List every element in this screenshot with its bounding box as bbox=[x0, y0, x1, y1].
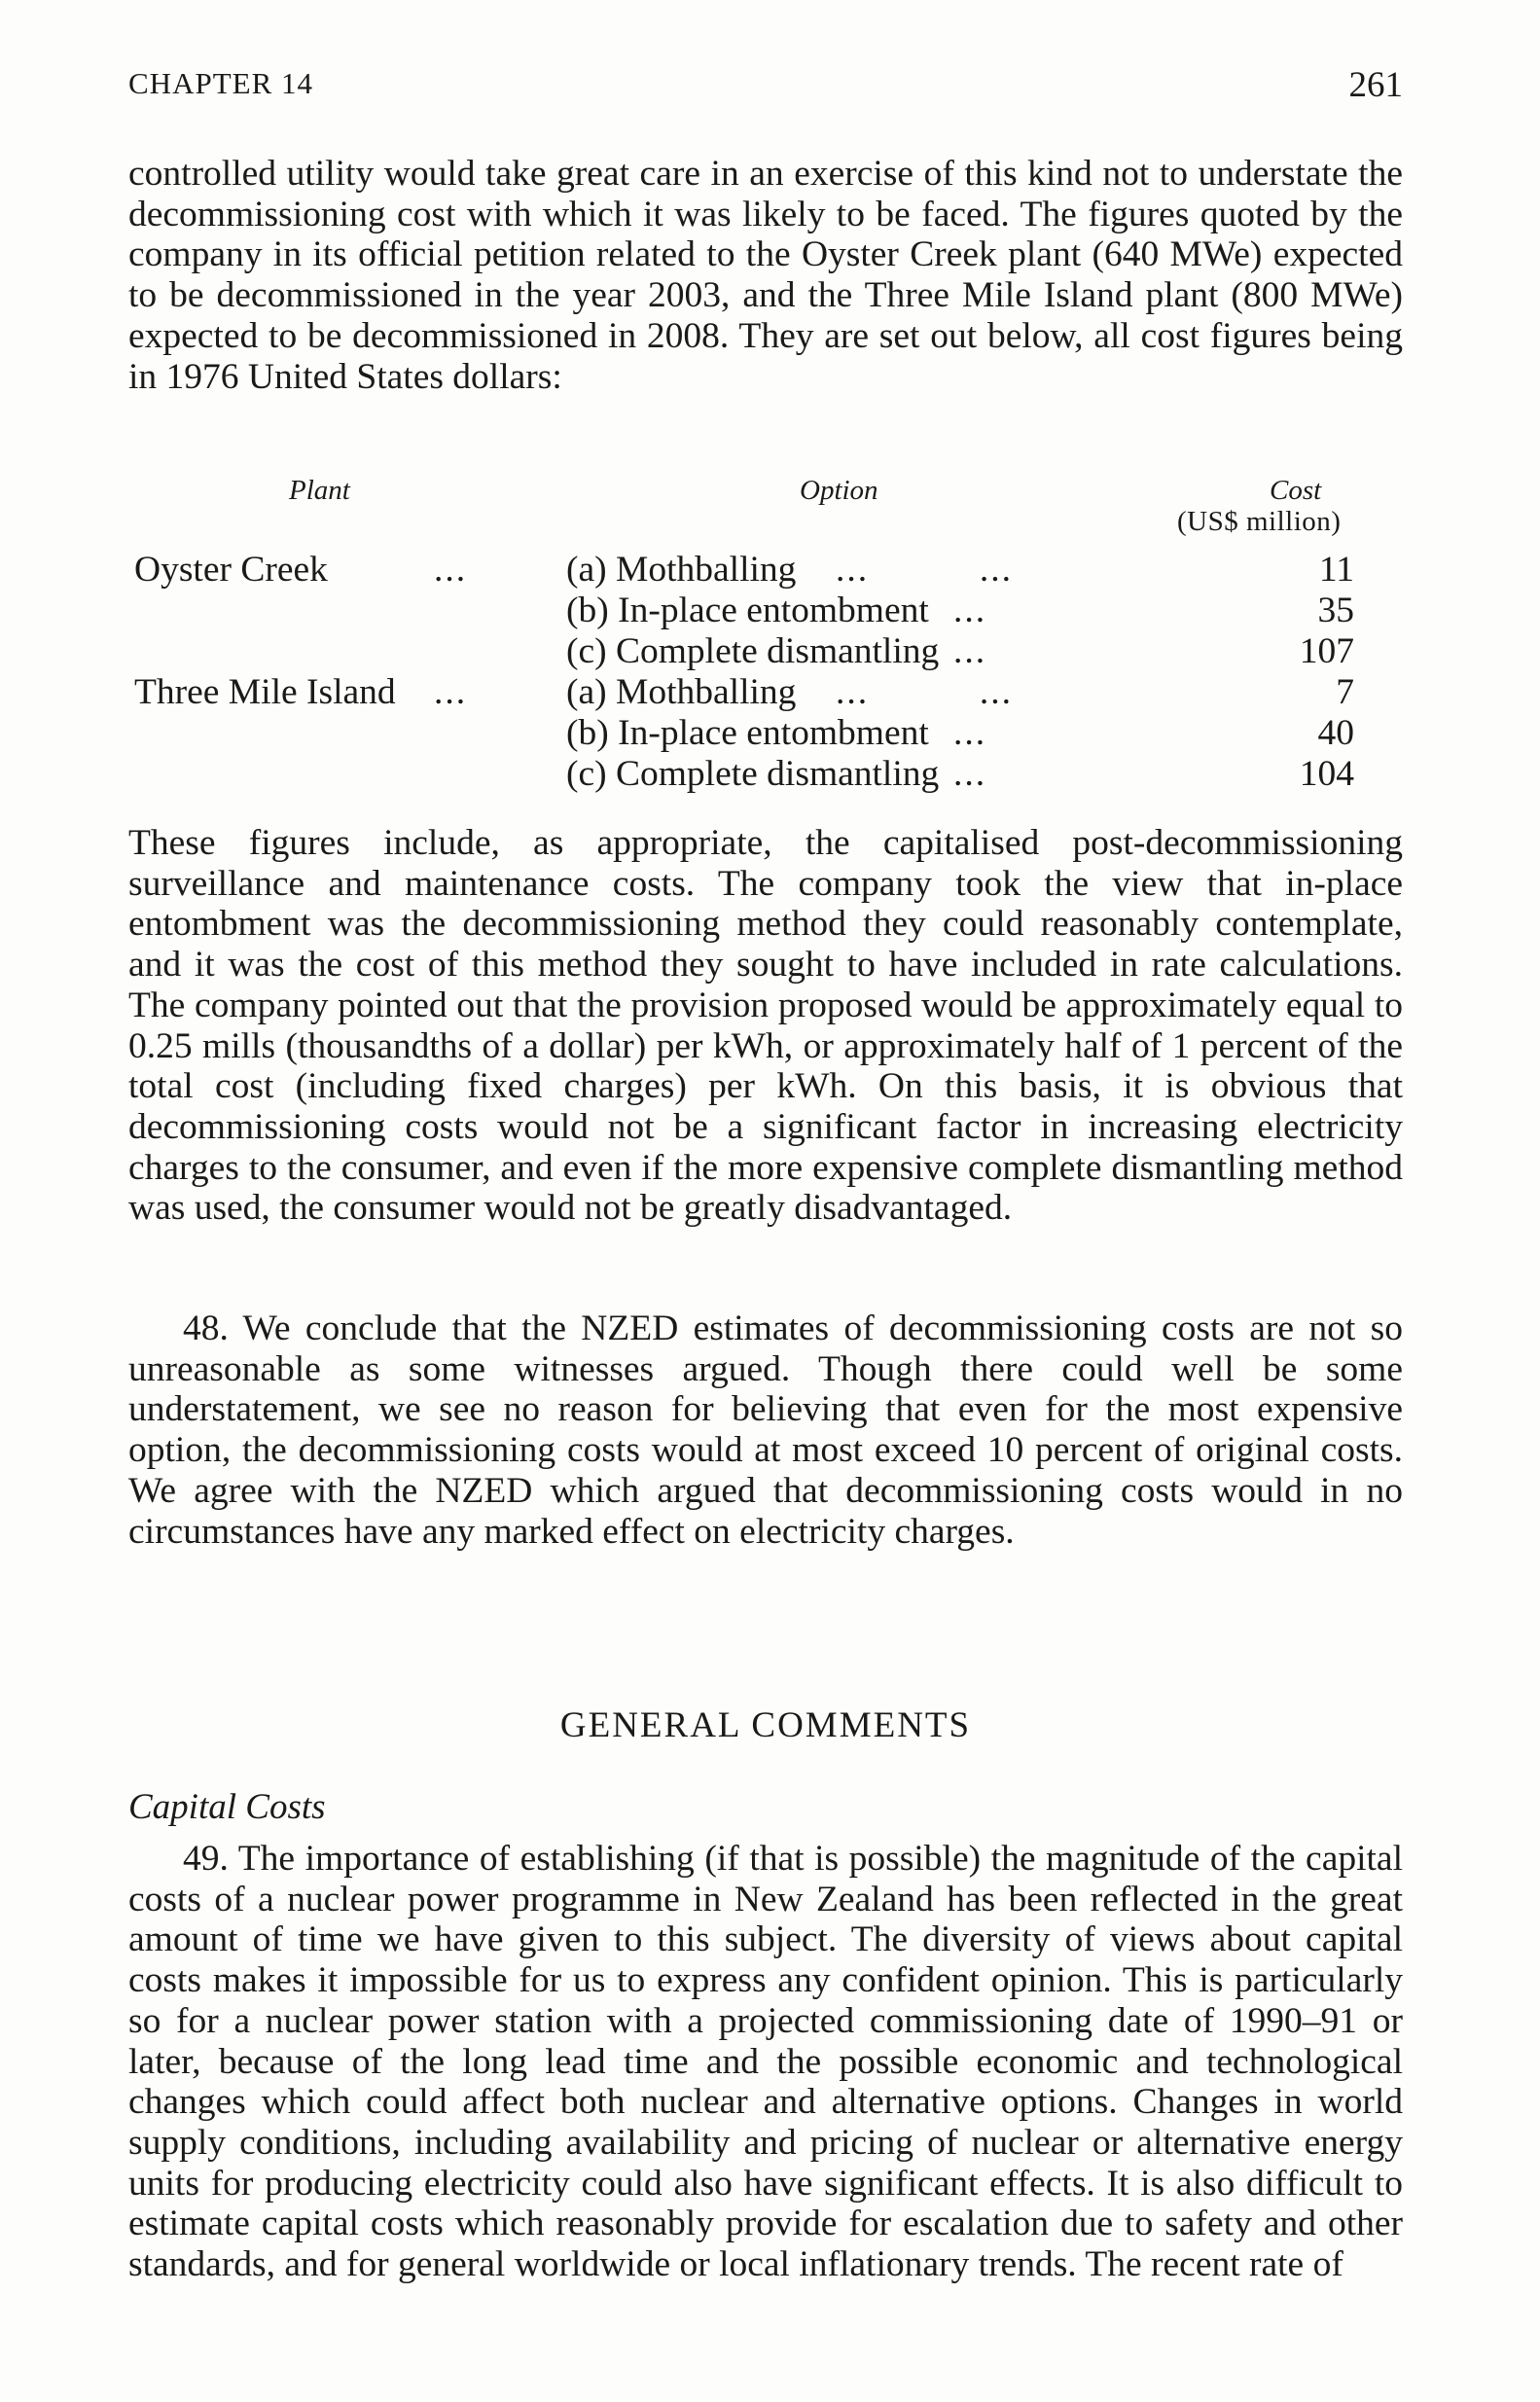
column-header-option: Option bbox=[800, 475, 878, 506]
decommissioning-cost-table bbox=[128, 475, 1403, 806]
table-cell-option: (c) Complete dismantling bbox=[566, 754, 940, 794]
page-number: 261 bbox=[1348, 65, 1403, 105]
table-cell-option: (a) Mothballing bbox=[566, 550, 797, 590]
leader-dots: ... bbox=[953, 631, 987, 671]
column-header-plant: Plant bbox=[289, 475, 350, 506]
table-cell-cost: 35 bbox=[1317, 591, 1354, 630]
subheading-capital-costs: Capital Costs bbox=[128, 1787, 326, 1827]
table-cell-cost: 40 bbox=[1317, 713, 1354, 753]
paragraph-48: 48. We conclude that the NZED estimates of decommissioning costs are not so unreasonable as some witnesses argued. Though there could well be some understatement, we see no reason for believing that even for the most expensive option, the decommissioning costs would at most exceed 10 percent of original costs. We agree with the NZED which argued that decommissioning costs would in no circumstances have any marked effect on electricity charges. bbox=[128, 1309, 1403, 1552]
paragraph-decommissioning-figures: controlled utility would take great care in an exercise of this kind not to understate the decommissioning cost with which it was likely to be faced. The figures quoted by the company in its official petition related to the Oyster Creek plant (640 MWe) expected to be decommissioned in the year 2003, and the Three Mile Island plant (800 MWe) expected to be decommissioned in 2008. They are set out below, all cost figures being in 1976 United States dollars: bbox=[128, 154, 1403, 397]
chapter-label: CHAPTER 14 bbox=[128, 66, 313, 100]
table-cell-option: (c) Complete dismantling bbox=[566, 631, 940, 671]
table-cell-option: (a) Mothballing bbox=[566, 672, 797, 712]
table-cell-cost: 11 bbox=[1318, 550, 1354, 590]
table-cell-cost: 107 bbox=[1299, 631, 1354, 671]
plant-name-oyster-creek: Oyster Creek bbox=[134, 550, 328, 590]
table-cell-option: (b) In-place entombment bbox=[566, 713, 929, 753]
leader-dots: ... bbox=[953, 591, 987, 630]
plant-name-three-mile-island: Three Mile Island bbox=[134, 672, 396, 712]
paragraph-figures-explanation: These figures include, as appropriate, the capitalised post-decommissioning surveillance and maintenance costs. The company took the view that in-place entombment was the decommissioning method they could reasonably contemplate, and it was the cost of this method they sought to have included in rate calculations. The company pointed out that the provision proposed would be approximately equal to 0.25 mills (thousandths of a dollar) per kWh, or approximately half of 1 percent of the total cost (including fixed charges) per kWh. On this basis, it is obvious that decommissioning costs would not be a significant factor in increasing electricity charges to the consumer, and even if the more expensive complete dismantling method was used, the consumer would not be greatly disadvantaged. bbox=[128, 823, 1403, 1229]
table-cell-cost: 104 bbox=[1299, 754, 1354, 794]
leader-dots: ... bbox=[953, 754, 987, 794]
leader-dots: ... bbox=[434, 550, 468, 590]
section-heading-general-comments: GENERAL COMMENTS bbox=[559, 1705, 972, 1745]
leader-dots: ... bbox=[953, 713, 987, 753]
table-cell-cost: 7 bbox=[1336, 672, 1354, 712]
cost-unit-label: (US$ million) bbox=[1177, 506, 1342, 537]
leader-dots: ... ... bbox=[836, 550, 1013, 590]
leader-dots: ... bbox=[434, 672, 468, 712]
paragraph-49: 49. The importance of establishing (if that is possible) the magnitude of the capital costs of a nuclear power programme in New Zealand has been reflected in the great amount of time we have given to this subject. The diversity of views about capital costs makes it impossible for us to express any confident opinion. This is particularly so for a nuclear power station with a projected commissioning date of 1990–91 or later, because of the long lead time and the possible economic and technological changes which could affect both nuclear and alternative options. Changes in world supply conditions, including availability and pricing of nuclear or alternative energy units for producing electricity could also have significant effects. It is also difficult to estimate capital costs which reasonably provide for escalation due to safety and other standards, and for general worldwide or local inflationary trends. The recent rate of bbox=[128, 1839, 1403, 2285]
table-cell-option: (b) In-place entombment bbox=[566, 591, 929, 630]
page-header bbox=[128, 64, 1403, 107]
column-header-cost: Cost bbox=[1270, 475, 1322, 506]
leader-dots: ... ... bbox=[836, 672, 1013, 712]
